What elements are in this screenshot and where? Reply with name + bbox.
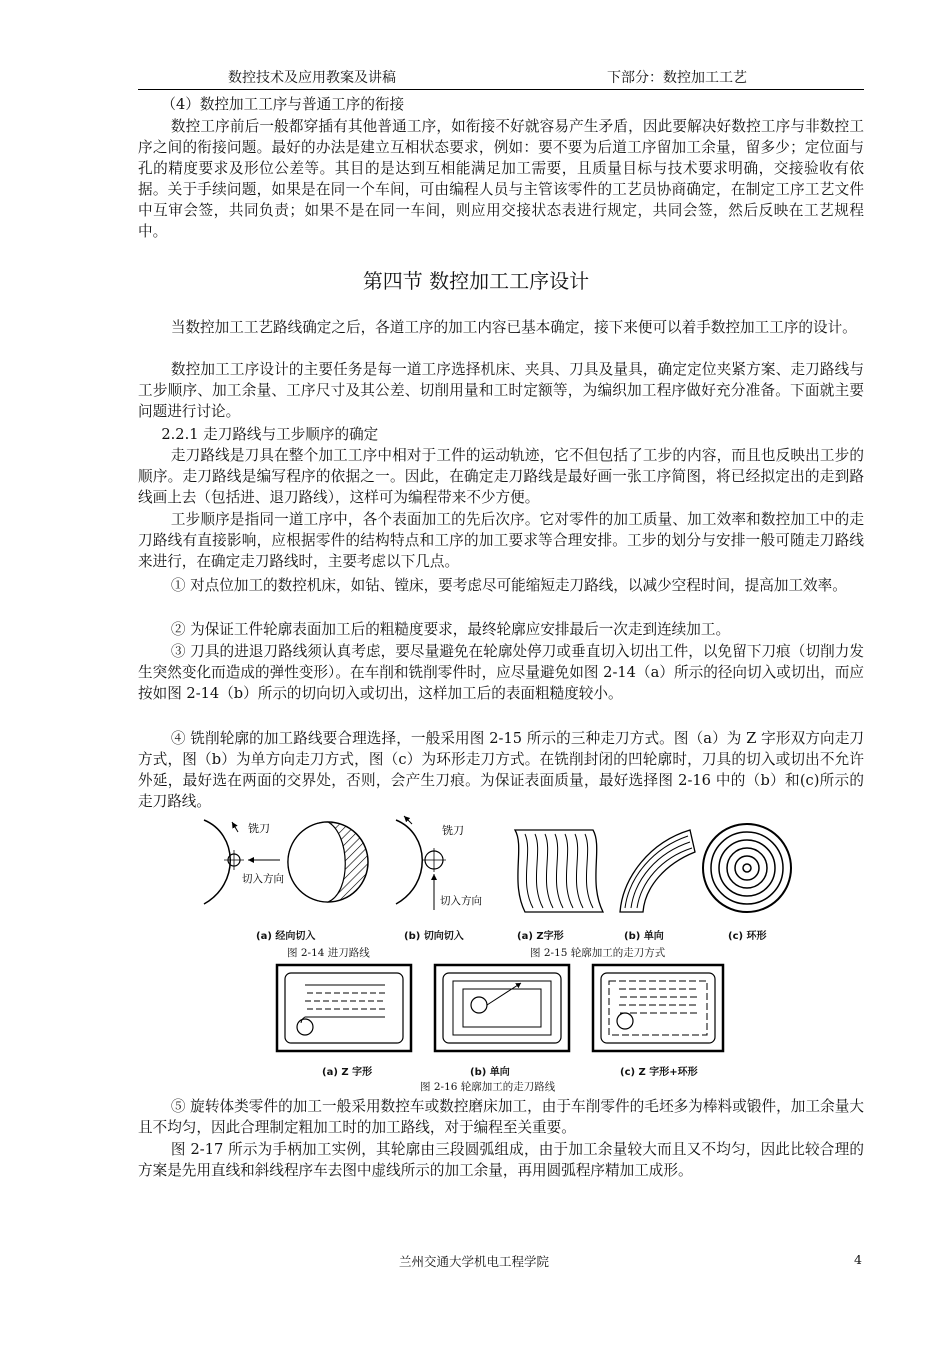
list-item-3: ③ 刀具的进退刀路线须认真考虑，要尽量避免在轮廓处停刀或垂直切入切出工件，以免留下刀痕（切削力发生突然变化而造成的弹性变形）。在车削和铣削零件时，应尽量避免如图 2-14（a）所示的径向切入或切出，而应按如图 2-14（b）所示的切向切入或切出，这样加工后的表面粗糙度较小。 [138, 643, 864, 702]
paragraph-step-order: 工步顺序是指同一道工序中，各个表面加工的先后次序。它对零件的加工质量、加工效率和数控加工中的走刀路线有直接影响，应根据零件的结构特点和工序的加工要求等合理安排。工步的划分与安排一般可随走刀路线来进行，在确定走刀路线时，主要考虑以下几点。 [138, 511, 864, 570]
fig216c-caption: (c) Z 字形+环形 [620, 1067, 698, 1078]
fig216b-caption: (b) 单向 [470, 1067, 510, 1078]
fig214b-drawing [396, 816, 446, 910]
fig215b-caption: (b) 单向 [624, 931, 664, 942]
fig216a-zigzag-drawing [277, 965, 411, 1051]
subsection-heading-221: 2.2.1 走刀路线与工步顺序的确定 [161, 426, 379, 443]
figure-2-15 [505, 822, 805, 922]
subsection-heading-4: （4）数控加工工序与普通工序的衔接 [161, 96, 405, 113]
fig216b-oneway-drawing [435, 965, 569, 1051]
fig214a-entry-label: 切入方向 [242, 873, 284, 885]
fig215-title: 图 2-15 轮廓加工的走刀方式 [530, 947, 666, 959]
header-left: 数控技术及应用教案及讲稿 [228, 70, 396, 86]
fig214b-cutter-label: 铣刀 [442, 824, 464, 837]
fig214b-entry-label: 切入方向 [440, 895, 482, 907]
figure-2-14 [190, 812, 500, 932]
fig215c-ring-drawing [703, 824, 791, 912]
fig216-title: 图 2-16 轮廓加工的走刀路线 [420, 1081, 556, 1093]
paragraph-tasks: 数控加工工序设计的主要任务是每一道工序选择机床、夹具、刀具及量具，确定定位夹紧方案、走刀路线与工步顺序、加工余量、工序尺寸及其公差、切削用量和工时定额等，为编织加工程序做好充分准备。下面就主要问题进行讨论。 [138, 361, 864, 420]
paragraph-handle-example: 图 2-17 所示为手柄加工实例，其轮廓由三段圆弧组成，由于加工余量较大而且又不均匀，因此比较合理的方案是先用直线和斜线程序车去图中虚线所示的加工余量，再用圆弧程序精加工成形。 [138, 1141, 864, 1179]
fig215a-zigzag-drawing [515, 830, 603, 912]
paragraph-process-connection: 数控工序前后一般都穿插有其他普通工序，如衔接不好就容易产生矛盾，因此要解决好数控工序与非数控工序之间的衔接问题。最好的办法是建立互相状态要求，例如：要不要为后道工序留加工余量，留多少；定位面与孔的精度要求及形位公差等。其目的是达到互相能满足加工需要，且质量目标与技术要求明确，交接验收有依据。关于手续问题，如果是在同一个车间，可由编程人员与主管该零件的工艺员协商确定，在制定工序工艺文件中互审会签，共同负责；如果不是在同一车间，则应用交接状态表进行规定，共同会签，然后反映在工艺规程中。 [138, 118, 864, 240]
fig214b-caption: (b) 切向切入 [404, 931, 464, 942]
fig214-title: 图 2-14 进刀路线 [287, 947, 370, 959]
list-item-1: ① 对点位加工的数控机床，如钻、镗床，要考虑尽可能缩短走刀路线，以减少空程时间，提高加工效率。 [170, 577, 847, 594]
figure-2-16 [275, 963, 725, 1055]
list-item-5: ⑤ 旋转体类零件的加工一般采用数控车或数控磨床加工，由于车削零件的毛坯多为棒料或锻件，加工余量大且不均匀，因此合理制定粗加工时的加工路线，对于编程至关重要。 [138, 1098, 864, 1136]
fig214a-caption: (a) 经向切入 [256, 931, 316, 942]
section-title: 第四节 数控加工工序设计 [362, 269, 590, 293]
fig216c-zigzag-ring-drawing [593, 965, 723, 1051]
fig214a-drawing [204, 820, 368, 904]
paragraph-tool-path: 走刀路线是刀具在整个加工工序中相对于工件的运动轨迹，它不但包括了工步的内容，而且也反映出工步的顺序。走刀路线是编写程序的依据之一。因此，在确定走刀路线是最好画一张工序简图，将已经拟定出的走到路线画上去（包括进、退刀路线），这样可为编程带来不少方便。 [138, 447, 864, 506]
paragraph-intro: 当数控加工工艺路线确定之后，各道工序的加工内容已基本确定，接下来便可以着手数控加工工序的设计。 [170, 319, 857, 336]
page-number: 4 [854, 1252, 862, 1267]
list-item-2: ② 为保证工件轮廓表面加工后的粗糙度要求，最终轮廓应安排最后一次走到连续加工。 [170, 621, 731, 638]
footer-institution: 兰州交通大学机电工程学院 [399, 1254, 550, 1269]
fig215c-caption: (c) 环形 [728, 931, 767, 942]
fig214a-cutter-label: 铣刀 [248, 822, 270, 835]
fig215b-oneway-drawing [620, 830, 695, 912]
list-item-4: ④ 铣削轮廓的加工路线要合理选择，一般采用图 2-15 所示的三种走刀方式。图（a）为 Z 字形双方向走刀方式，图（b）为单方向走刀方式，图（c）为环形走刀方式。在铣削封闭的凹轮廓时，刀具的切入或切出不允许外延，最好选在两面的交界处，否则，会产生刀痕。为保证表面质量，最好选择图 2-16 中的（b）和(c)所示的走刀路线。 [138, 730, 864, 810]
header-divider [138, 89, 864, 90]
fig216a-caption: (a) Z 字形 [322, 1067, 373, 1078]
fig215a-caption: (a) Z字形 [517, 931, 564, 942]
header-right: 下部分：数控加工工艺 [607, 70, 747, 86]
